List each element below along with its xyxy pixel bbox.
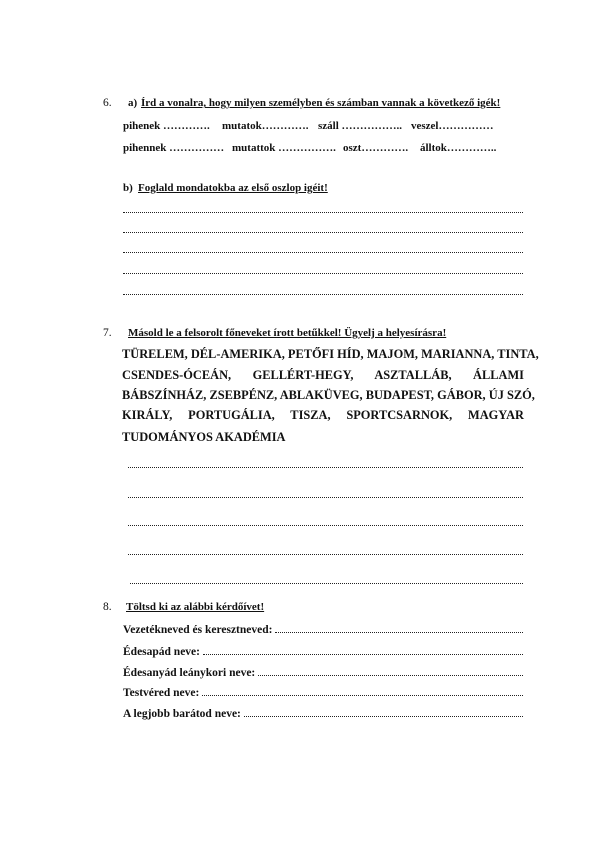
q6-row1-item-4: veszel…………… <box>411 120 494 132</box>
form-field-full-name[interactable] <box>123 623 523 636</box>
form-field-label: Édesapád neve: <box>123 646 200 658</box>
q6-row1-item-1: pihenek …………. <box>123 120 210 132</box>
answer-line[interactable] <box>130 583 523 584</box>
q7-word-line: TUDOMÁNYOS AKADÉMIA <box>122 430 286 444</box>
form-field-input[interactable] <box>244 707 523 717</box>
answer-line[interactable] <box>123 294 523 295</box>
q7-number: 7. <box>103 327 112 339</box>
form-field-label: Vezetékneved és keresztneved: <box>123 624 273 636</box>
q8-number: 8. <box>103 601 112 613</box>
form-field-label: A legjobb barátod neve: <box>123 708 241 720</box>
q7-instruction: Másold le a felsorolt főneveket írott betűkkel! Ügyelj a helyesírásra! <box>128 327 447 339</box>
answer-line[interactable] <box>128 467 523 468</box>
q6b-instruction: Foglald mondatokba az első oszlop igéit! <box>138 182 328 194</box>
form-field-mother-maiden-name[interactable] <box>123 666 523 679</box>
form-field-input[interactable] <box>275 623 523 633</box>
answer-line[interactable] <box>123 252 523 253</box>
q6-row2-item-3: oszt…………. <box>343 142 409 154</box>
answer-line[interactable] <box>123 232 523 233</box>
answer-line[interactable] <box>123 212 523 213</box>
form-field-father-name[interactable] <box>123 645 523 658</box>
q7-word-line: KIRÁLY, PORTUGÁLIA, TISZA, SPORTCSARNOK, MAGYAR <box>122 408 524 422</box>
q7-word-line: CSENDES-ÓCEÁN, GELLÉRT-HEGY, ASZTALLÁB, ÁLLAMI <box>122 368 524 382</box>
answer-line[interactable] <box>128 554 523 555</box>
q6a-prefix: a) <box>128 97 138 109</box>
q6-row2-item-2: mutattok ……………. <box>232 142 336 154</box>
q6-row1-item-3: száll …………….. <box>318 120 403 132</box>
form-field-best-friend-name[interactable] <box>123 707 523 720</box>
q6-number: 6. <box>103 97 112 109</box>
q7-word-line: BÁBSZÍNHÁZ, ZSEBPÉNZ, ABLAKÜVEG, BUDAPEST, GÁBOR, ÚJ SZÓ, <box>122 388 535 402</box>
answer-line[interactable] <box>128 497 523 498</box>
q6-row2-item-4: álltok………….. <box>420 142 497 154</box>
q6b-prefix: b) <box>123 182 133 194</box>
q8-instruction: Töltsd ki az alábbi kérdőívet! <box>126 601 265 613</box>
form-field-label: Testvéred neve: <box>123 687 200 699</box>
q6-row2-item-1: pihennek …………… <box>123 142 225 154</box>
answer-line[interactable] <box>128 525 523 526</box>
q6-row1-item-2: mutatok…………. <box>222 120 309 132</box>
q6a-instruction: Írd a vonalra, hogy milyen személyben és számban vannak a következő igék! <box>141 97 501 109</box>
q7-word-line: TÜRELEM, DÉL-AMERIKA, PETŐFI HÍD, MAJOM, MARIANNA, TINTA, <box>122 347 539 361</box>
form-field-label: Édesanyád leánykori neve: <box>123 667 256 679</box>
form-field-input[interactable] <box>202 686 523 696</box>
form-field-sibling-name[interactable] <box>123 686 523 699</box>
answer-line[interactable] <box>123 273 523 274</box>
form-field-input[interactable] <box>258 666 523 676</box>
form-field-input[interactable] <box>203 645 523 655</box>
